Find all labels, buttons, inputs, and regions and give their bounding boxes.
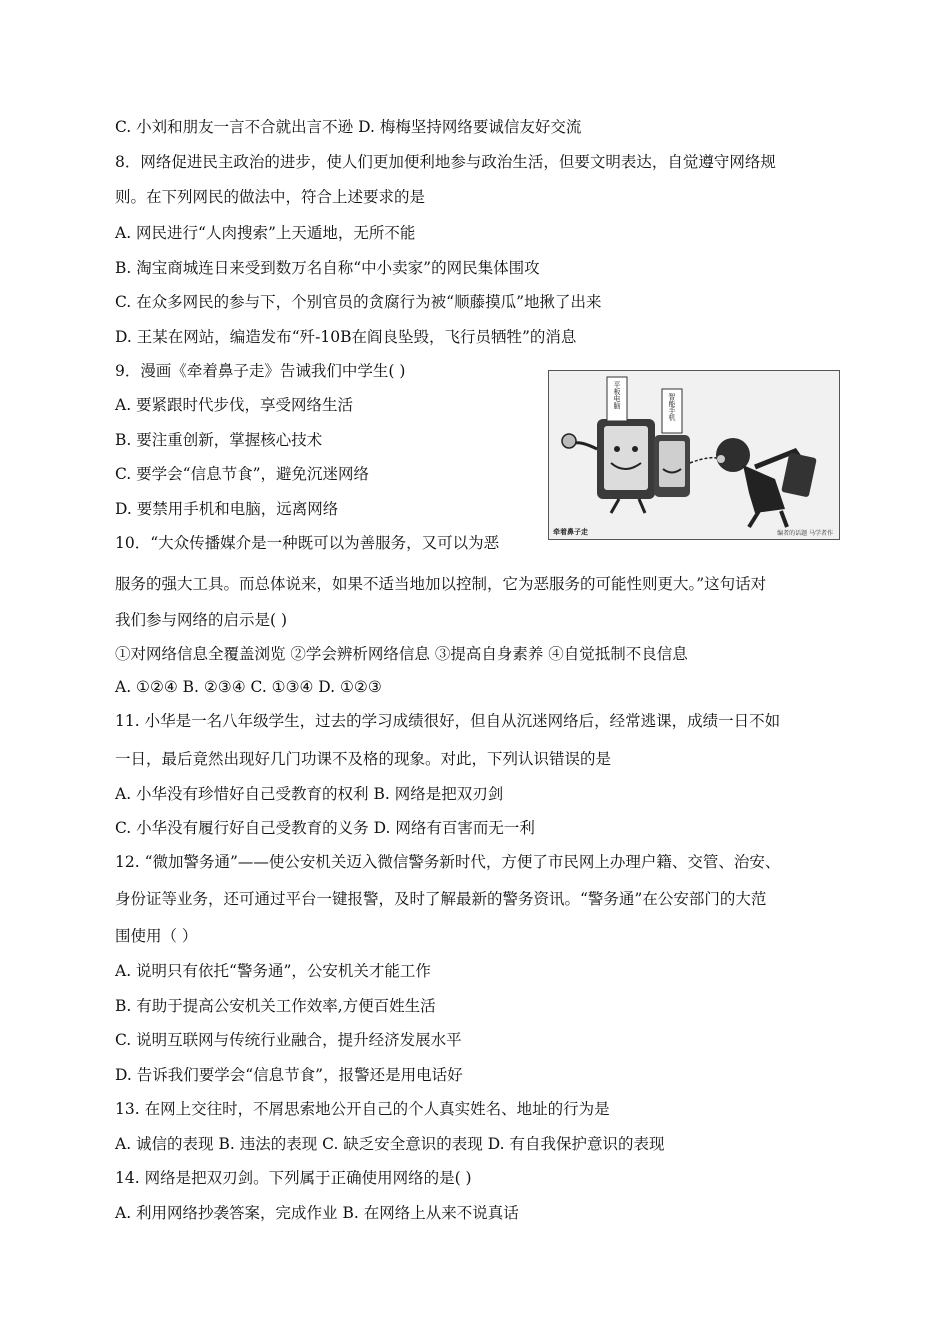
option-c-d-q7: C. 小刘和朋友一言不合就出言不逊 D. 梅梅坚持网络要诚信友好交流 [115,118,582,136]
q9-option-d: D. 要禁用手机和电脑，远离网络 [115,500,339,518]
question-10-stem-line1: 10．“大众传播媒介是一种既可以为善服务，又可以为恶 [115,534,500,552]
q12-option-a: A. 说明只有依托“警务通”，公安机关才能工作 [115,962,431,980]
q9-option-a: A. 要紧跟时代步伐，享受网络生活 [115,396,354,414]
q9-option-c: C. 要学会“信息节食”，避免沉迷网络 [115,465,370,483]
q10-statements: ①对网络信息全覆盖浏览 ②学会辨析网络信息 ③提高自身素养 ④自觉抵制不良信息 [115,645,688,663]
cartoon-led-by-nose [548,370,840,540]
question-12-stem-line2: 身份证等业务，还可通过平台一键报警，及时了解最新的警务资讯。“警务通”在公安部门的大范 [115,890,767,908]
q11-options-cd: C. 小华没有履行好自己受教育的义务 D. 网络有百害而无一利 [115,819,535,837]
question-9-stem: 9．漫画《牵着鼻子走》告诫我们中学生( ) [115,362,406,380]
question-8-stem-line2: 则。在下列网民的做法中，符合上述要求的是 [115,188,426,206]
q12-option-c: C. 说明互联网与传统行业融合，提升经济发展水平 [115,1031,462,1049]
q10-options: A. ①②④ B. ②③④ C. ①③④ D. ①②③ [115,678,382,696]
question-10-stem-line3: 我们参与网络的启示是( ) [115,611,288,629]
q12-option-d: D. 告诉我们要学会“信息节食”，报警还是用电话好 [115,1066,463,1084]
question-11-stem-line1: 11. 小华是一名八年级学生，过去的学习成绩很好，但自从沉迷网络后，经常逃课，成绩一日不如 [115,712,781,730]
phone-label: 智能手机 [668,393,676,421]
q8-option-d: D. 王某在网站，编造发布“歼-10B在阎良坠毁，飞行员牺牲”的消息 [115,328,577,346]
q9-option-b: B. 要注重创新，掌握核心技术 [115,431,323,449]
q13-options: A. 诚信的表现 B. 违法的表现 C. 缺乏安全意识的表现 D. 有自我保护意识的表现 [115,1135,665,1153]
question-10-stem-line2: 服务的强大工具。而总体说来，如果不适当地加以控制，它为恶服务的可能性则更大。”这句话对 [115,575,767,593]
cartoon-drawing [549,371,839,539]
cartoon-title: 牵着鼻子走 [553,528,588,536]
q8-option-b: B. 淘宝商城连日来受到数万名自称“中小卖家”的网民集体围攻 [115,259,540,277]
q8-option-c: C. 在众多网民的参与下，个别官员的贪腐行为被“顺藤摸瓜”地揪了出来 [115,293,602,311]
question-8-stem-line1: 8．网络促进民主政治的进步，使人们更加便利地参与政治生活，但要文明表达，自觉遵守网络规 [115,153,776,171]
question-11-stem-line2: 一日，最后竟然出现好几门功课不及格的现象。对此，下列认识错误的是 [115,750,612,768]
q11-options-ab: A. 小华没有珍惜好自己受教育的权利 B. 网络是把双刃剑 [115,785,504,803]
q14-options-ab: A. 利用网络抄袭答案，完成作业 B. 在网络上从来不说真话 [115,1204,519,1222]
tablet-label: 平板电脑 [613,381,621,409]
question-13-stem: 13. 在网上交往时，不屑思索地公开自己的个人真实姓名、地址的行为是 [115,1100,610,1118]
q12-option-b: B. 有助于提高公安机关工作效率,方便百姓生活 [115,997,436,1015]
q8-option-a: A. 网民进行“人肉搜索”上天遁地，无所不能 [115,224,416,242]
cartoon-credit: 编者的话题 马学者作 [777,530,833,537]
question-14-stem: 14. 网络是把双刃剑。下列属于正确使用网络的是( ) [115,1169,472,1187]
question-12-stem-line3: 围使用（ ） [115,927,198,945]
question-12-stem-line1: 12. “微加警务通”——使公安机关迈入微信警务新时代，方便了市民网上办理户籍、交管、治安、 [115,853,781,871]
